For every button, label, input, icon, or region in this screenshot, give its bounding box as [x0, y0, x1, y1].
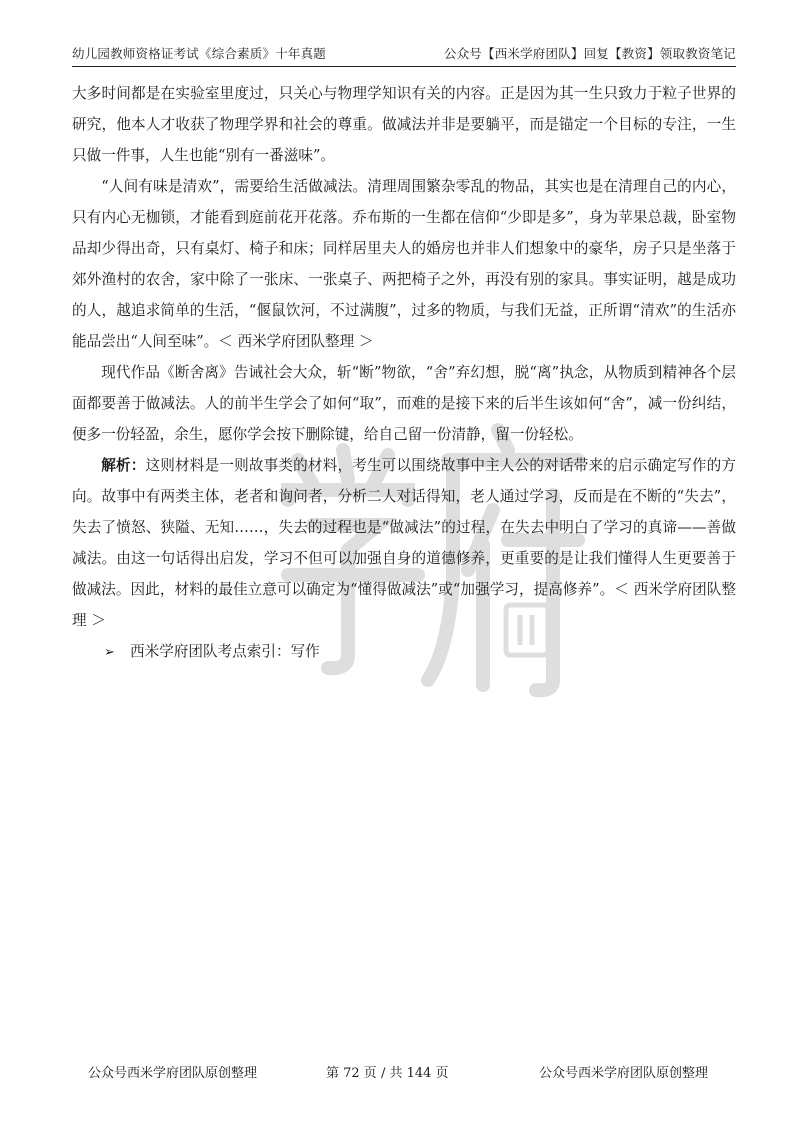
analysis-label: 解析： [101, 457, 146, 474]
page-header [72, 44, 736, 67]
exam-point-text: 西米学府团队考点索引：写作 [130, 643, 320, 660]
paragraph-3: 现代作品《断舍离》告诫社会大众，斩“断”物欲，“舍”弃幻想，脱“离”执念，从物质到精神各个层面都要善于做减法。人的前半生学会了如何“取”，而难的是接下来的后半生该如何“舍”，减一份纠结，便多一份轻盈，余生，愿你学会按下删除键，给自己留一份清静，留一份轻松。 [72, 364, 736, 443]
page-number: 第 72 页 / 共 144 页 [326, 1066, 449, 1081]
arrow-bullet-icon: ➢ [104, 645, 115, 660]
analysis-text: 这则材料是一则故事类的材料，考生可以围绕故事中主人公的对话带来的启示确定写作的方向。故事中有两类主体，老者和询问者，分析二人对话得知，老人通过学习，反而是在不断的“失去”，失去了愤怒、狭隘、无知……，失去的过程也是“做减法”的过程，在失去中明白了学习的真谛——善做减法。由这一句话得出启发，学习不但可以加强自身的道德修养，更重要的是让我们懂得人生更要善于做减法。因此，材料的最佳立意可以确定为“懂得做减法”或“加强学习，提高修养”。＜ 西米学府团队整理 ＞ [72, 457, 736, 629]
paragraph-1: 大多时间都是在实验室里度过，只关心与物理学知识有关的内容。正是因为其一生只致力于粒子世界的研究，他本人才收获了物理学界和社会的尊重。做减法并非是要躺平，而是锚定一个目标的专注，一生只做一件事，人生也能“别有一番滋味”。 [72, 85, 736, 164]
analysis-paragraph [72, 450, 736, 636]
header-right-note: 公众号【西米学府团队】回复【教资】领取教资笔记 [443, 46, 736, 61]
paragraph-2: “人间有味是清欢”，需要给生活做减法。清理周围繁杂零乱的物品，其实也是在清理自己的内心，只有内心无枷锁，才能看到庭前花开花落。乔布斯的一生都在信仰“少即是多”，身为苹果总裁，卧室物品却少得出奇，只有桌灯、椅子和床；同样居里夫人的婚房也并非人们想象中的豪华，房子只是坐落于郊外渔村的农舍，家中除了一张床、一张桌子、两把椅子之外，再没有别的家具。事实证明，越是成功的人，越追求简单的生活，“偃鼠饮河，不过满腹”，过多的物质，与我们无益，正所谓“清欢”的生活亦能品尝出“人间至味”。＜ 西米学府团队整理 ＞ [72, 178, 736, 350]
footer-right-note: 公众号西米学府团队原创整理 [538, 1066, 708, 1081]
footer-left-note: 公众号西米学府团队原创整理 [88, 1066, 258, 1081]
page-content [72, 78, 736, 668]
header-left-title: 幼儿园教师资格证考试《综合素质》十年真题 [72, 46, 327, 61]
exam-point-index [72, 636, 736, 668]
